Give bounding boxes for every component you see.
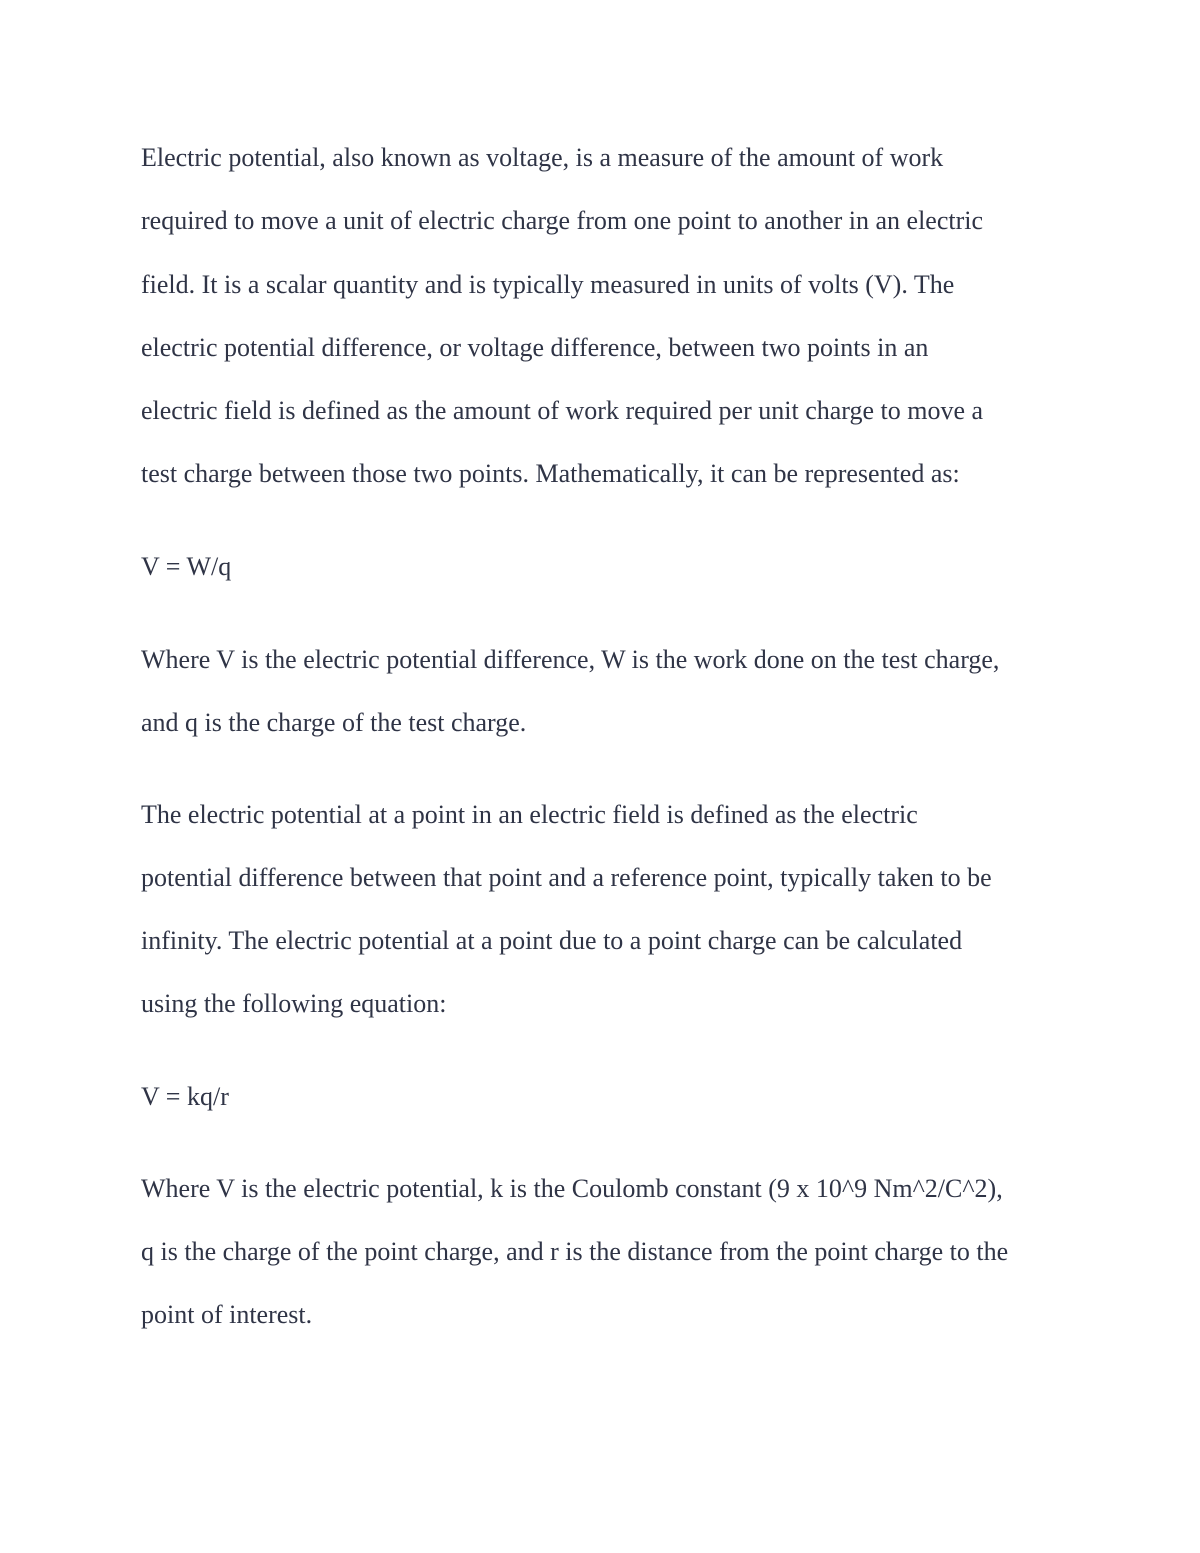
- paragraph-2-line-2: and q is the charge of the test charge.: [141, 708, 527, 737]
- paragraph-4-line-1: Where V is the electric potential, k is the Coulomb constant (9 x 10^9 Nm^2/C^2),: [141, 1174, 1003, 1203]
- paragraph-1-line-2: required to move a unit of electric charge from one point to another in an electric: [141, 206, 984, 235]
- paragraph-1-line-5: electric field is defined as the amount of work required per unit charge to move a: [141, 396, 984, 425]
- paragraph-1-line-1: Electric potential, also known as voltage, is a measure of the amount of work: [141, 143, 944, 172]
- paragraph-3-line-3: infinity. The electric potential at a point due to a point charge can be calculated: [141, 926, 963, 955]
- paragraph-1-line-3: field. It is a scalar quantity and is typically measured in units of volts (V). The: [141, 270, 955, 299]
- paragraph-3-line-4: using the following equation:: [141, 989, 447, 1018]
- paragraph-1-line-4: electric potential difference, or voltage difference, between two points in an: [141, 333, 929, 362]
- paragraph-2-line-1: Where V is the electric potential difference, W is the work done on the test charge,: [141, 645, 1000, 674]
- paragraph-4-line-3: point of interest.: [141, 1300, 313, 1329]
- paragraph-4-line-2: q is the charge of the point charge, and r is the distance from the point charge to the: [141, 1237, 1009, 1266]
- paragraph-3-line-1: The electric potential at a point in an electric field is defined as the electric: [141, 800, 918, 829]
- equation-point-charge: V = kq/r: [141, 1082, 229, 1111]
- paragraph-3-line-2: potential difference between that point and a reference point, typically taken to be: [141, 863, 992, 892]
- equation-voltage-work: V = W/q: [141, 552, 232, 581]
- paragraph-1-line-6: test charge between those two points. Mathematically, it can be represented as:: [141, 459, 960, 488]
